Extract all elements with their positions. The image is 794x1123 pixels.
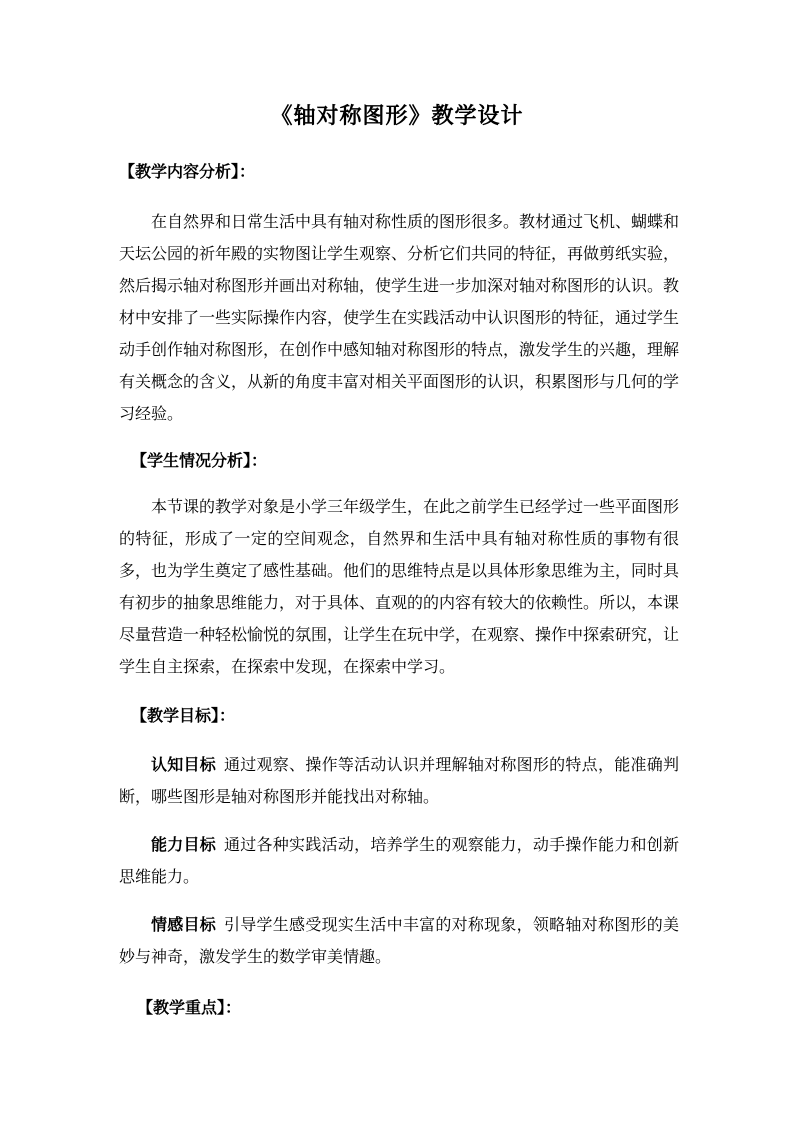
heading-key-points: 【教学重点】： bbox=[137, 998, 242, 1017]
goal-emotion-text: 引导学生感受现实生活中丰富的对称现象，领略轴对称图形的美妙与神奇，激发学生的数学审美情趣。 bbox=[119, 915, 679, 966]
goal-cognitive bbox=[119, 749, 679, 813]
goal-cognitive-text: 通过观察、操作等活动认识并理解轴对称图形的特点，能准确判断，哪些图形是轴对称图形并能找出对称轴。 bbox=[119, 755, 679, 806]
heading-content-analysis: 【教学内容分析】： bbox=[119, 162, 256, 181]
heading-student-analysis: 【学生情况分析】： bbox=[131, 451, 268, 470]
goal-ability-label: 能力目标 bbox=[151, 835, 217, 854]
goal-emotion-label: 情感目标 bbox=[151, 915, 217, 934]
document-title: 《轴对称图形》教学设计 bbox=[270, 103, 524, 129]
goal-emotion bbox=[119, 909, 679, 973]
paragraph-content-analysis: 在自然界和日常生活中具有轴对称性质的图形很多。教材通过飞机、蝴蝶和天坛公园的祈年殿的实物图让学生观察、分析它们共同的特征，再做剪纸实验，然后揭示轴对称图形并画出对称轴，使学生进一步加深对轴对称图形的认识。教材中安排了一些实际操作内容，使学生在实践活动中认识图形的特征，通过学生动手创作轴对称图形，在创作中感知轴对称图形的特点，激发学生的兴趣，理解有关概念的含义，从新的角度丰富对相关平面图形的认识，积累图形与几何的学习经验。 bbox=[119, 212, 680, 423]
paragraph-student-analysis: 本节课的教学对象是小学三年级学生，在此之前学生已经学过一些平面图形的特征，形成了一定的空间观念，自然界和生活中具有轴对称性质的事物有很多，也为学生奠定了感性基础。他们的思维特点是以具体形象思维为主，同时具有初步的抽象思维能力，对于具体、直观的的内容有较大的依赖性。所以，本课尽量营造一种轻松愉悦的氛围，让学生在玩中学，在观察、操作中探索研究，让学生自主探索，在探索中发现，在探索中学习。 bbox=[119, 497, 680, 676]
heading-teaching-goals: 【教学目标】： bbox=[131, 706, 236, 725]
goal-ability bbox=[119, 829, 679, 893]
goal-cognitive-label: 认知目标 bbox=[151, 755, 217, 774]
goal-ability-text: 通过各种实践活动，培养学生的观察能力，动手操作能力和创新思维能力。 bbox=[119, 835, 679, 886]
